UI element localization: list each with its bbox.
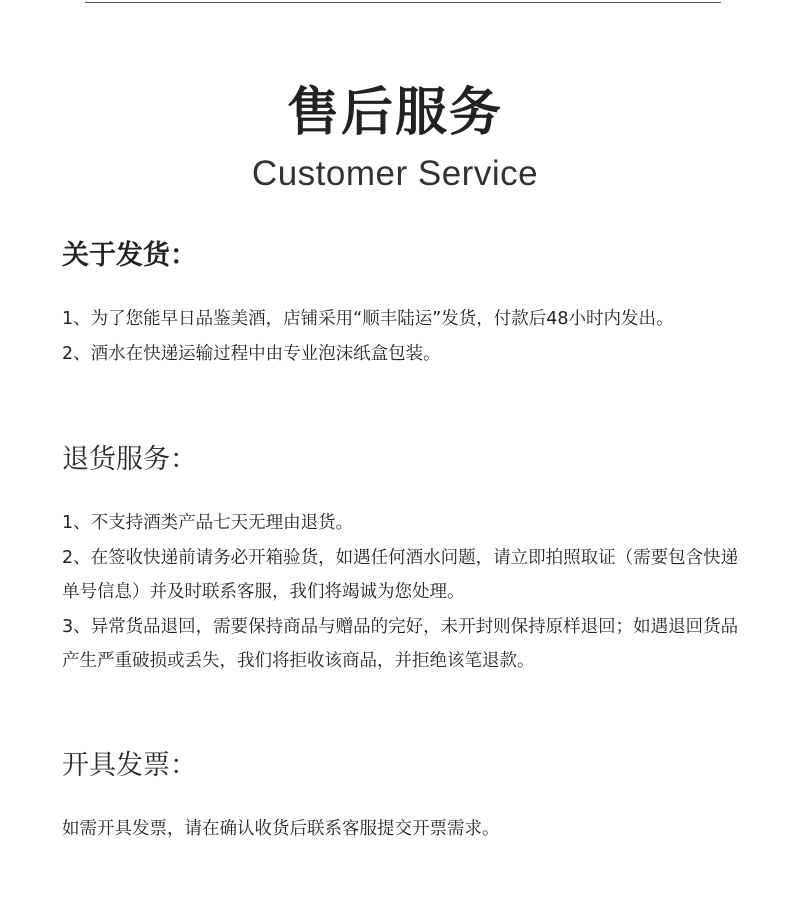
top-divider [85, 2, 721, 3]
returns-item-3: 3、异常货品退回，需要保持商品与赠品的完好，未开封则保持原样退回；如遇退回货品产生严重破损或丢失，我们将拒收该商品，并拒绝该笔退款。 [62, 616, 739, 671]
section-shipping [62, 238, 752, 371]
section-invoice [62, 748, 752, 847]
shipping-item-1: 1、为了您能早日品鉴美酒，店铺采用“顺丰陆运”发货，付款后48小时内发出。 [62, 309, 674, 329]
page-title: 售后服务 [286, 83, 503, 143]
returns-item-2: 2、在签收快递前请务必开箱验货，如遇任何酒水问题，请立即拍照取证（需要包含快递单号信息）并及时联系客服，我们将竭诚为您处理。 [62, 547, 739, 602]
page-subtitle: Customer Service [251, 154, 539, 193]
invoice-items [62, 812, 752, 847]
section-heading-invoice: 开具发票： [62, 750, 197, 781]
section-heading-shipping: 关于发货： [62, 240, 197, 271]
shipping-item-2: 2、酒水在快递运输过程中由专业泡沫纸盒包装。 [62, 343, 441, 364]
returns-items [62, 506, 752, 679]
shipping-items [62, 302, 752, 371]
section-returns [62, 442, 752, 679]
returns-item-1: 1、不支持酒类产品七天无理由退货。 [62, 513, 354, 533]
invoice-item-1: 如需开具发票，请在确认收货后联系客服提交开票需求。 [62, 819, 500, 839]
section-heading-returns: 退货服务： [62, 444, 197, 475]
page-header [0, 80, 790, 194]
